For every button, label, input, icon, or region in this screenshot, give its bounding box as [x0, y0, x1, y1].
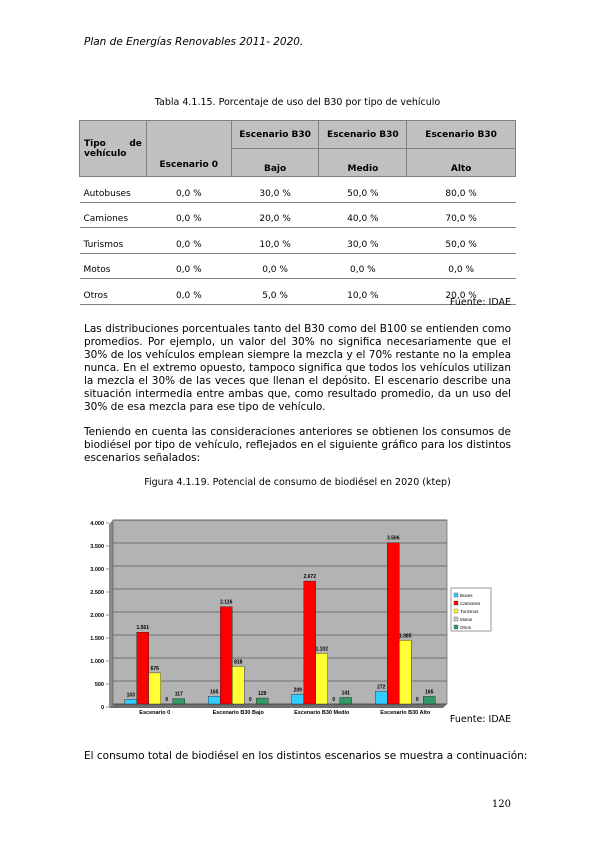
page-header: Plan de Energías Renovables 2011- 2020. [84, 36, 304, 48]
table-cell: 70,0 % [407, 202, 516, 228]
data-label: 0 [332, 697, 336, 703]
category-label: Escenario B30 Bajo [212, 710, 264, 716]
bar-otros [256, 698, 268, 704]
data-label: 209 [293, 687, 302, 694]
header-b30-alto-top: Escenario B30 [407, 121, 516, 149]
table-row [80, 177, 516, 203]
table-cell: 0,0 % [146, 253, 231, 279]
bar-camiones [137, 632, 149, 704]
bar-turismos [149, 673, 161, 704]
data-label: 165 [210, 689, 219, 696]
table-cell: 50,0 % [407, 228, 516, 254]
table-cell: 80,0 % [407, 177, 516, 203]
category-label: Escenario B30 Alto [380, 710, 431, 716]
y-tick-label: 2.500 [90, 590, 104, 596]
table-row [80, 253, 516, 279]
row-label: Camiones [80, 202, 147, 228]
bar-camiones [387, 543, 399, 704]
bar-buses [125, 699, 137, 704]
bar-camiones [304, 581, 316, 704]
page-number: 120 [491, 799, 511, 810]
table-cell: 20,0 % [407, 279, 516, 305]
figure-caption: Figura 4.1.19. Potencial de consumo de biodiésel en 2020 (ktep) [144, 477, 451, 488]
table-cell: 0,0 % [146, 202, 231, 228]
legend-swatch [454, 609, 458, 613]
legend-entry: Otros [460, 625, 472, 630]
y-tick-label: 3.000 [90, 567, 104, 573]
table-cell: 40,0 % [319, 202, 407, 228]
row-label: Otros [80, 279, 147, 305]
legend-swatch [454, 601, 458, 605]
data-label: 1.561 [136, 625, 150, 632]
bar-buses [292, 694, 304, 704]
legend-entry: Motos [460, 617, 473, 622]
legend-entry: Buses [460, 593, 473, 598]
data-label: 103 [126, 692, 135, 699]
table-cell: 30,0 % [231, 177, 319, 203]
table-cell: 10,0 % [231, 228, 319, 254]
data-label: 1.385 [398, 633, 412, 640]
data-label: 272 [377, 684, 386, 691]
legend-entry: Turismos [460, 609, 479, 614]
table-source: Fuente: IDAE [449, 297, 511, 308]
table-cell: 0,0 % [231, 253, 319, 279]
data-label: 0 [248, 697, 252, 703]
bar-otros [173, 699, 185, 704]
table-cell: 5,0 % [231, 279, 319, 305]
header-b30-bajo-bottom: Bajo [231, 149, 319, 177]
table-cell: 30,0 % [319, 228, 407, 254]
table-cell: 50,0 % [319, 177, 407, 203]
biodiesel-consumption-chart [84, 509, 514, 721]
paragraph-consumo-total: El consumo total de biodiésel en los distintos escenarios se muestra a continuación: [84, 750, 528, 762]
data-label: 117 [174, 691, 183, 698]
table-cell: 0,0 % [146, 228, 231, 254]
table-cell: 0,0 % [407, 253, 516, 279]
plot-floor [109, 704, 447, 708]
paragraph-distribuciones: Las distribuciones porcentuales tanto del B30 como del B100 se entienden como promedios. Por ejemplo, un valor del 30% no significa necesariamente que el 30% de los vehículos emplean siempre la mezcla y el 70% restante no la emplea nunca. En el extremo opuesto, tampoco significa que todos los vehículos utilizan la mezcla el 30% de las veces que llenan el depósito. El escenario describe una situación intermedia entre ambas que, como resultado promedio, da un uso del 30% de esa mezcla para ese tipo de vehículo. [84, 323, 511, 413]
table-row [80, 228, 516, 254]
y-tick-label: 1.500 [90, 636, 104, 642]
bar-otros [340, 698, 352, 704]
header-b30-bajo-top: Escenario B30 [231, 121, 319, 149]
data-label: 0 [165, 697, 169, 703]
bar-turismos [399, 640, 411, 704]
header-b30-alto-bottom: Alto [407, 149, 516, 177]
data-label: 141 [341, 690, 350, 697]
y-tick-label: 2.000 [90, 613, 104, 619]
data-label: 129 [258, 691, 267, 698]
bar-turismos [232, 666, 244, 704]
table-row [80, 202, 516, 228]
table-cell: 10,0 % [319, 279, 407, 305]
table-cell: 20,0 % [231, 202, 319, 228]
bar-buses [375, 691, 387, 704]
table-cell: 0,0 % [319, 253, 407, 279]
data-label: 676 [150, 665, 159, 672]
data-label: 2.672 [303, 574, 317, 581]
category-label: Escenario 0 [139, 710, 171, 716]
bar-buses [208, 696, 220, 704]
bar-turismos [316, 653, 328, 704]
header-escenario-0: Escenario 0 [146, 121, 231, 177]
plot-side-wall [109, 520, 113, 708]
data-label: 0 [415, 697, 419, 703]
y-tick-label: 1.000 [90, 659, 104, 665]
row-label: Turismos [80, 228, 147, 254]
data-label: 1.102 [315, 646, 329, 653]
row-label: Autobuses [80, 177, 147, 203]
data-label: 3.506 [386, 535, 400, 542]
header-b30-medio-top: Escenario B30 [319, 121, 407, 149]
y-tick-label: 4.000 [90, 521, 104, 527]
data-label: 818 [234, 659, 243, 666]
legend-swatch [454, 625, 458, 629]
vehicle-usage-table [79, 120, 516, 305]
category-label: Escenario B30 Medio [294, 710, 350, 716]
data-label: 2.116 [220, 599, 233, 606]
data-label: 165 [425, 689, 434, 696]
header-tipo: Tipo de vehículo [80, 121, 147, 177]
legend-swatch [454, 617, 458, 621]
bar-otros [423, 696, 435, 704]
table-cell: 0,0 % [146, 177, 231, 203]
row-label: Motos [80, 253, 147, 279]
y-tick-label: 0 [100, 705, 104, 711]
table-caption: Tabla 4.1.15. Porcentaje de uso del B30 por tipo de vehículo [154, 97, 441, 108]
bar-camiones [220, 607, 232, 704]
legend-swatch [454, 593, 458, 597]
table-cell: 0,0 % [146, 279, 231, 305]
paragraph-consideraciones: Teniendo en cuenta las consideraciones anteriores se obtienen los consumos de biodiésel por tipo de vehículo, reflejados en el siguiente gráfico para los distintos escenarios señalados: [84, 426, 511, 464]
header-b30-medio-bottom: Medio [319, 149, 407, 177]
y-tick-label: 3.500 [90, 544, 104, 550]
legend-entry: Camiones [460, 601, 481, 606]
y-tick-label: 500 [94, 682, 104, 688]
figure-source: Fuente: IDAE [449, 714, 511, 725]
